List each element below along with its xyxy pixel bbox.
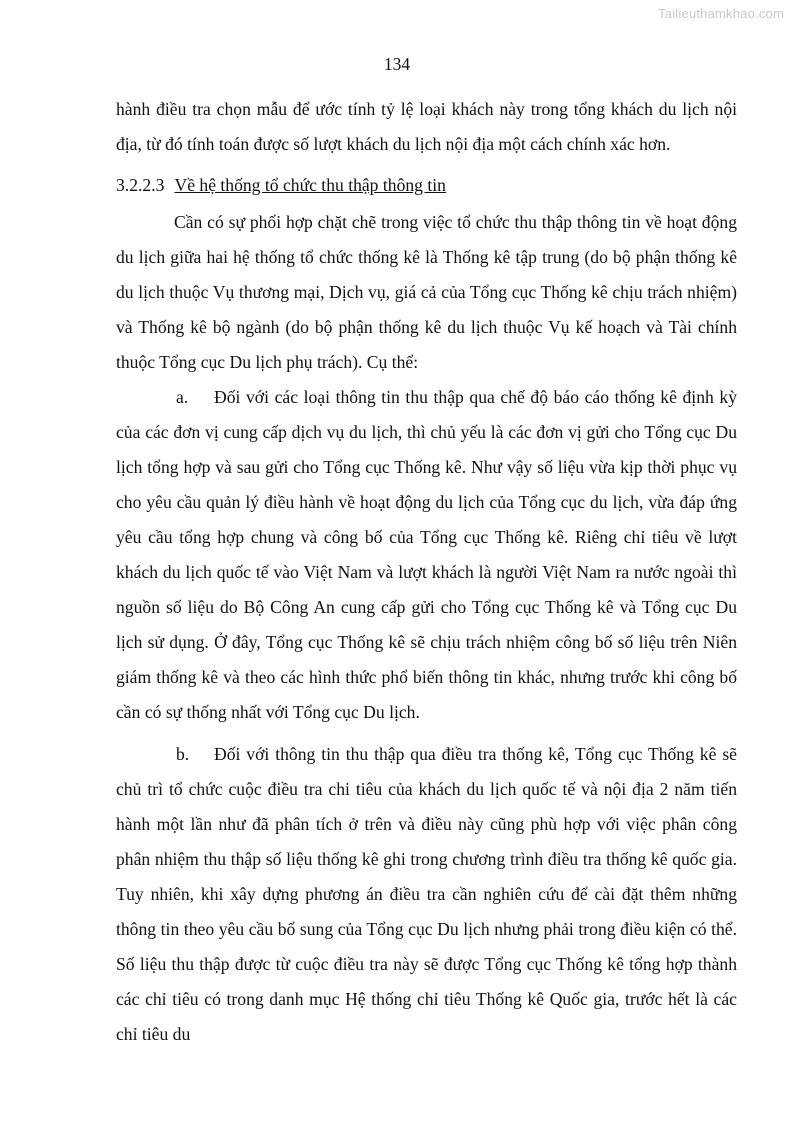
section-heading	[116, 168, 737, 203]
paragraph-section-intro: Cần có sự phối hợp chặt chẽ trong việc tổ chức thu thập thông tin về hoạt động du lịch giữa hai hệ thống tổ chức thống kê là Thống kê tập trung (do bộ phận thống kê du lịch thuộc Vụ thương mại, Dịch vụ, giá cả của Tổng cục Thống kê chịu trách nhiệm) và Thống kê bộ ngành (do bộ phận thống kê du lịch thuộc Vụ kế hoạch và Tài chính thuộc Tổng cục Du lịch phụ trách). Cụ thể:	[116, 212, 737, 372]
list-marker: a.	[176, 387, 189, 407]
list-item-text: Đối với thông tin thu thập qua điều tra thống kê, Tổng cục Thống kê sẽ chủ trì tổ chức cuộc điều tra chi tiêu của khách du lịch quốc tế và nội địa 2 năm tiến hành một lần như đã phân tích ở trên và điều này cũng phù hợp với việc phân công phân nhiệm thu thập số liệu thống kê ghi trong chương trình điều tra thống kê quốc gia. Tuy nhiên, khi xây dựng phương án điều tra cần nghiên cứu để cài đặt thêm những thông tin theo yêu cầu bổ sung của Tổng cục Du lịch nhưng phải trong điều kiện có thể. Số liệu thu thập được từ cuộc điều tra này sẽ được Tổng cục Thống kê tổng hợp thành các chỉ tiêu có trong danh mục Hệ thống chỉ tiêu Thống kê Quốc gia, trước hết là các chỉ tiêu du	[116, 744, 737, 1044]
list-marker: b.	[176, 744, 190, 764]
list-item-b	[116, 737, 737, 1052]
page-body	[116, 92, 737, 1052]
spacer	[116, 730, 737, 737]
list-item-text: Đối với các loại thông tin thu thập qua chế độ báo cáo thống kê định kỳ của các đơn vị cung cấp dịch vụ du lịch, thì chủ yếu là các đơn vị gửi cho Tổng cục Du lịch tổng hợp và sau gửi cho Tổng cục Thống kê. Như vậy số liệu vừa kịp thời phục vụ cho yêu cầu quản lý điều hành về hoạt động du lịch của Tổng cục du lịch, vừa đáp ứng yêu cầu tổng hợp chung và công bố của Tổng cục Thống kê. Riêng chỉ tiêu về lượt khách du lịch quốc tế vào Việt Nam và lượt khách là người Việt Nam ra nước ngoài thì nguồn số liệu do Bộ Công An cung cấp gửi cho Tổng cục Thống kê và Tổng cục Du lịch sử dụng. Ở đây, Tổng cục Thống kê sẽ chịu trách nhiệm công bố số liệu trên Niên giám thống kê và theo các hình thức phổ biến thông tin khác, nhưng trước khi công bố cần có sự thống nhất với Tổng cục Du lịch.	[116, 387, 737, 722]
paragraph-continuation: hành điều tra chọn mẫu để ước tính tỷ lệ loại khách này trong tổng khách du lịch nội địa, từ đó tính toán được số lượt khách du lịch nội địa một cách chính xác hơn.	[116, 99, 737, 154]
section-title: Về hệ thống tổ chức thu thập thông tin	[174, 175, 446, 195]
list-item-a	[116, 380, 737, 730]
page-number: 134	[383, 54, 411, 74]
watermark: Tailieuthamkhao.com	[658, 6, 784, 21]
section-number: 3.2.2.3	[116, 175, 165, 195]
